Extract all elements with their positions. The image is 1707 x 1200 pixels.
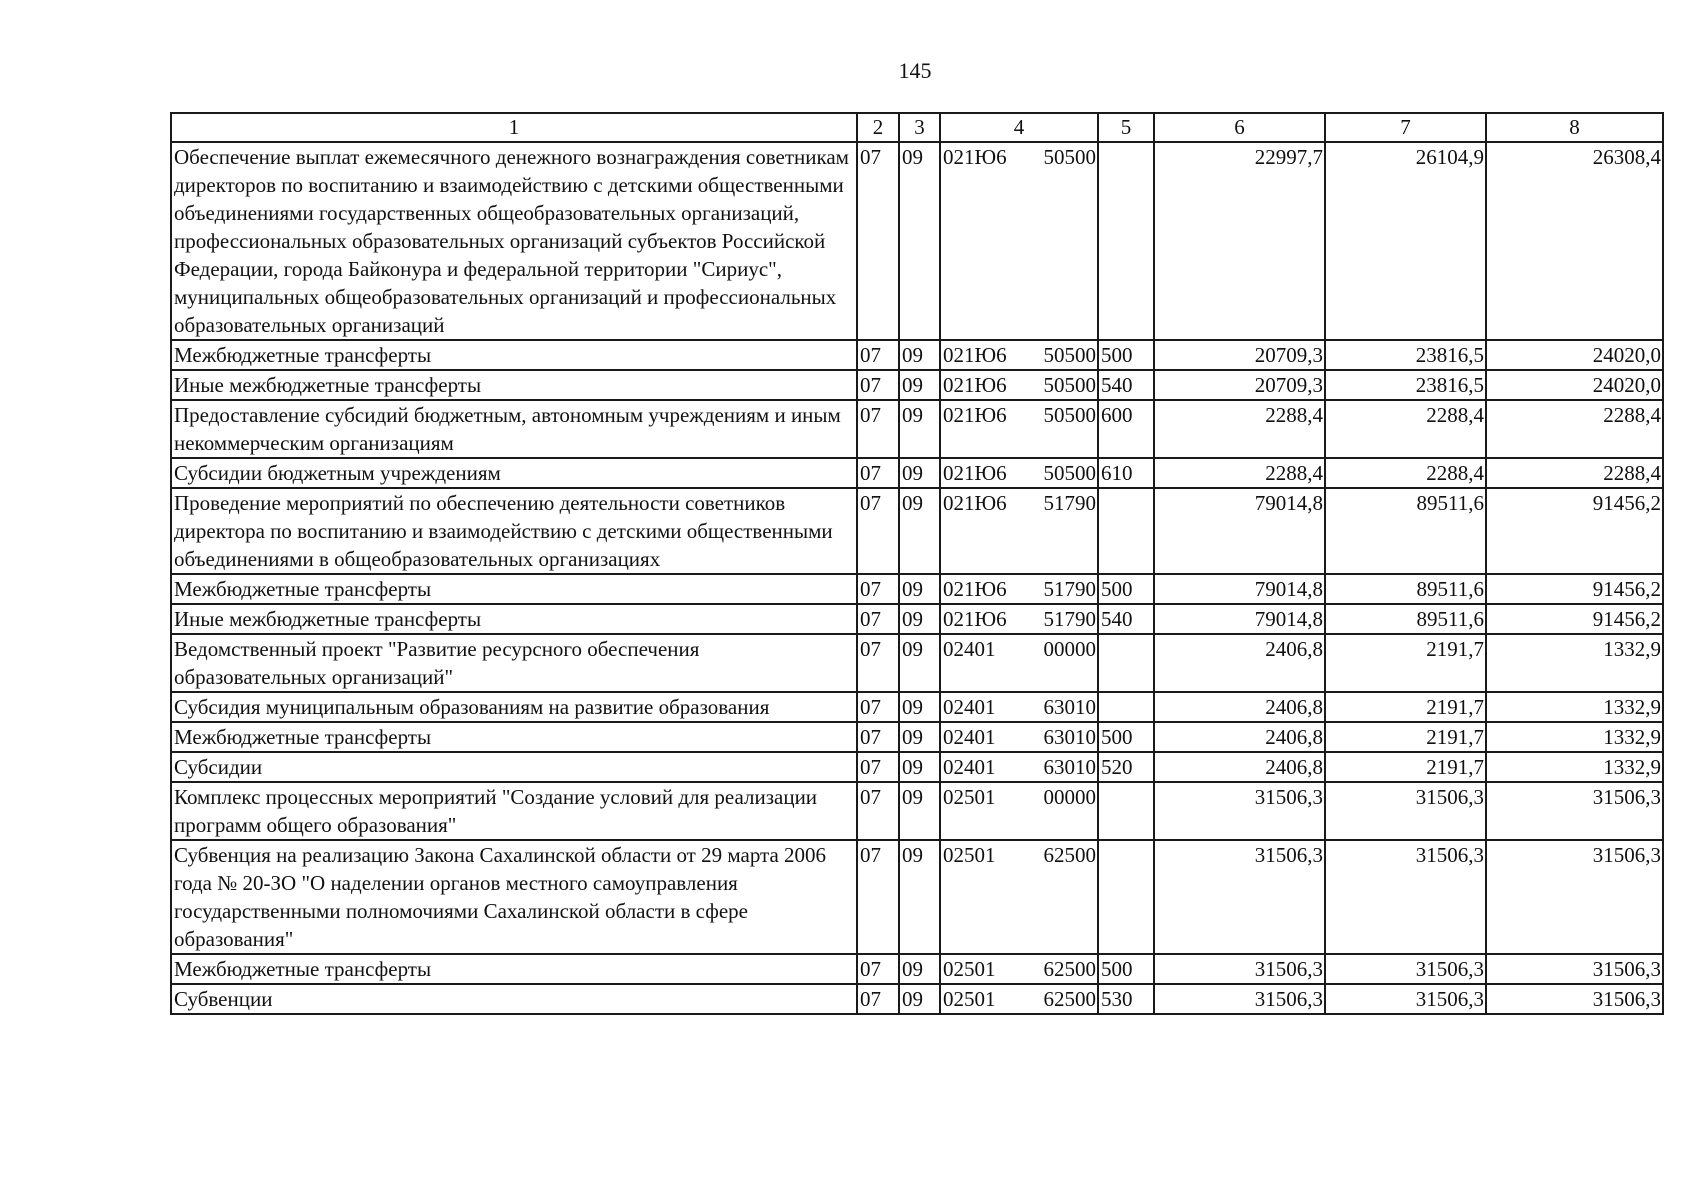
amount-col-7: 31506,3	[1325, 984, 1486, 1014]
amount-col-8: 31506,3	[1486, 984, 1663, 1014]
row-name: Субвенции	[171, 984, 857, 1014]
amount-col-7: 23816,5	[1325, 340, 1486, 370]
amount-col-6: 2406,8	[1154, 634, 1325, 692]
target-article-prefix: 02401	[943, 637, 996, 661]
row-name: Субсидия муниципальным образованиям на развитие образования	[171, 692, 857, 722]
target-article-prefix: 02401	[943, 755, 996, 779]
expense-type-code	[1098, 782, 1154, 840]
table-row	[171, 488, 1663, 574]
target-article-prefix: 021Ю6	[943, 373, 1007, 397]
target-article-prefix: 021Ю6	[943, 607, 1007, 631]
target-article-prefix: 021Ю6	[943, 343, 1007, 367]
target-article-suffix: 50500	[1043, 461, 1096, 485]
subsection-code: 09	[899, 370, 940, 400]
row-name: Предоставление субсидий бюджетным, автономным учреждениям и иным некоммерческим организациям	[171, 400, 857, 458]
target-article-code	[940, 984, 1098, 1014]
amount-col-8: 91456,2	[1486, 604, 1663, 634]
target-article-prefix: 02401	[943, 695, 996, 719]
target-article-code	[940, 782, 1098, 840]
target-article-prefix: 02501	[943, 987, 996, 1011]
table-row	[171, 752, 1663, 782]
section-code: 07	[857, 634, 899, 692]
expense-type-code: 500	[1098, 722, 1154, 752]
table-row	[171, 840, 1663, 954]
target-article-code	[940, 604, 1098, 634]
target-article-suffix: 50500	[1043, 403, 1096, 427]
target-article-prefix: 021Ю6	[943, 461, 1007, 485]
section-code: 07	[857, 752, 899, 782]
subsection-code: 09	[899, 574, 940, 604]
table-row	[171, 722, 1663, 752]
expense-type-code: 500	[1098, 574, 1154, 604]
amount-col-7: 2191,7	[1325, 752, 1486, 782]
target-article-code	[940, 488, 1098, 574]
target-article-code	[940, 142, 1098, 340]
amount-col-8: 1332,9	[1486, 692, 1663, 722]
subsection-code: 09	[899, 722, 940, 752]
subsection-code: 09	[899, 692, 940, 722]
table-row	[171, 370, 1663, 400]
amount-col-8: 1332,9	[1486, 634, 1663, 692]
amount-col-6: 20709,3	[1154, 370, 1325, 400]
expense-type-code	[1098, 692, 1154, 722]
row-name: Межбюджетные трансферты	[171, 340, 857, 370]
target-article-code	[940, 400, 1098, 458]
table-row	[171, 574, 1663, 604]
expense-type-code	[1098, 840, 1154, 954]
table-row	[171, 340, 1663, 370]
subsection-code: 09	[899, 340, 940, 370]
section-code: 07	[857, 840, 899, 954]
table-header-row	[171, 113, 1663, 142]
target-article-code	[940, 370, 1098, 400]
target-article-suffix: 51790	[1043, 491, 1096, 515]
amount-col-6: 31506,3	[1154, 840, 1325, 954]
target-article-prefix: 02501	[943, 785, 996, 809]
amount-col-8: 24020,0	[1486, 340, 1663, 370]
target-article-suffix: 00000	[1043, 785, 1096, 809]
target-article-prefix: 02501	[943, 843, 996, 867]
expense-type-code: 530	[1098, 984, 1154, 1014]
amount-col-6: 2406,8	[1154, 692, 1325, 722]
table-row	[171, 984, 1663, 1014]
section-code: 07	[857, 722, 899, 752]
target-article-suffix: 62500	[1043, 843, 1096, 867]
row-name: Межбюджетные трансферты	[171, 722, 857, 752]
target-article-code	[940, 692, 1098, 722]
table-row	[171, 400, 1663, 458]
target-article-suffix: 63010	[1043, 725, 1096, 749]
row-name: Субсидии бюджетным учреждениям	[171, 458, 857, 488]
expense-type-code	[1098, 488, 1154, 574]
target-article-prefix: 021Ю6	[943, 145, 1007, 169]
target-article-code	[940, 340, 1098, 370]
budget-table	[170, 112, 1664, 1015]
target-article-suffix: 62500	[1043, 987, 1096, 1011]
section-code: 07	[857, 604, 899, 634]
subsection-code: 09	[899, 954, 940, 984]
column-header: 6	[1154, 113, 1325, 142]
amount-col-7: 2191,7	[1325, 722, 1486, 752]
amount-col-8: 1332,9	[1486, 752, 1663, 782]
table-row	[171, 954, 1663, 984]
subsection-code: 09	[899, 984, 940, 1014]
amount-col-6: 2406,8	[1154, 752, 1325, 782]
amount-col-8: 91456,2	[1486, 574, 1663, 604]
target-article-prefix: 02401	[943, 725, 996, 749]
amount-col-6: 2288,4	[1154, 458, 1325, 488]
amount-col-7: 26104,9	[1325, 142, 1486, 340]
column-header: 1	[171, 113, 857, 142]
amount-col-8: 31506,3	[1486, 954, 1663, 984]
row-name: Проведение мероприятий по обеспечению деятельности советников директора по воспитанию и взаимодействию с детскими общественными объединениями в общеобразовательных организациях	[171, 488, 857, 574]
amount-col-8: 1332,9	[1486, 722, 1663, 752]
section-code: 07	[857, 782, 899, 840]
amount-col-7: 2288,4	[1325, 400, 1486, 458]
section-code: 07	[857, 340, 899, 370]
table-row	[171, 634, 1663, 692]
amount-col-7: 23816,5	[1325, 370, 1486, 400]
amount-col-8: 24020,0	[1486, 370, 1663, 400]
section-code: 07	[857, 984, 899, 1014]
row-name: Субвенция на реализацию Закона Сахалинской области от 29 марта 2006 года № 20-ЗО "О наделении органов местного самоуправления государственными полномочиями Сахалинской области в сфере образования"	[171, 840, 857, 954]
target-article-suffix: 50500	[1043, 343, 1096, 367]
target-article-prefix: 02501	[943, 957, 996, 981]
page-number: 145	[898, 58, 932, 83]
subsection-code: 09	[899, 488, 940, 574]
subsection-code: 09	[899, 604, 940, 634]
target-article-suffix: 51790	[1043, 577, 1096, 601]
amount-col-6: 79014,8	[1154, 488, 1325, 574]
amount-col-7: 31506,3	[1325, 840, 1486, 954]
amount-col-6: 31506,3	[1154, 984, 1325, 1014]
column-header: 4	[940, 113, 1098, 142]
target-article-prefix: 021Ю6	[943, 403, 1007, 427]
amount-col-7: 31506,3	[1325, 782, 1486, 840]
table-row	[171, 142, 1663, 340]
target-article-code	[940, 634, 1098, 692]
column-header: 7	[1325, 113, 1486, 142]
expense-type-code: 540	[1098, 370, 1154, 400]
target-article-suffix: 63010	[1043, 755, 1096, 779]
amount-col-6: 79014,8	[1154, 604, 1325, 634]
row-name: Ведомственный проект "Развитие ресурсного обеспечения образовательных организаций"	[171, 634, 857, 692]
column-header: 5	[1098, 113, 1154, 142]
amount-col-8: 2288,4	[1486, 400, 1663, 458]
subsection-code: 09	[899, 400, 940, 458]
target-article-code	[940, 458, 1098, 488]
expense-type-code: 520	[1098, 752, 1154, 782]
amount-col-8: 2288,4	[1486, 458, 1663, 488]
target-article-suffix: 51790	[1043, 607, 1096, 631]
row-name: Иные межбюджетные трансферты	[171, 604, 857, 634]
target-article-suffix: 62500	[1043, 957, 1096, 981]
target-article-suffix: 50500	[1043, 145, 1096, 169]
amount-col-8: 31506,3	[1486, 782, 1663, 840]
target-article-suffix: 50500	[1043, 373, 1096, 397]
expense-type-code: 500	[1098, 954, 1154, 984]
row-name: Комплекс процессных мероприятий "Создание условий для реализации программ общего образования"	[171, 782, 857, 840]
row-name: Иные межбюджетные трансферты	[171, 370, 857, 400]
subsection-code: 09	[899, 752, 940, 782]
subsection-code: 09	[899, 634, 940, 692]
row-name: Обеспечение выплат ежемесячного денежного вознаграждения советникам директоров по воспитанию и взаимодействию с детскими общественными объединениями государственных общеобразовательных организаций, профессиональных образовательных организаций субъектов Российской Федерации, города Байконура и федеральной территории "Сириус", муниципальных общеобразовательных организаций и профессиональных образовательных организаций	[171, 142, 857, 340]
expense-type-code	[1098, 634, 1154, 692]
section-code: 07	[857, 370, 899, 400]
amount-col-7: 89511,6	[1325, 574, 1486, 604]
expense-type-code: 610	[1098, 458, 1154, 488]
table-row	[171, 692, 1663, 722]
amount-col-7: 89511,6	[1325, 488, 1486, 574]
expense-type-code	[1098, 142, 1154, 340]
target-article-code	[940, 722, 1098, 752]
subsection-code: 09	[899, 142, 940, 340]
table-row	[171, 782, 1663, 840]
target-article-code	[940, 752, 1098, 782]
table-row	[171, 458, 1663, 488]
row-name: Межбюджетные трансферты	[171, 574, 857, 604]
subsection-code: 09	[899, 458, 940, 488]
amount-col-8: 91456,2	[1486, 488, 1663, 574]
amount-col-7: 2288,4	[1325, 458, 1486, 488]
amount-col-8: 26308,4	[1486, 142, 1663, 340]
target-article-code	[940, 574, 1098, 604]
table-body	[171, 142, 1663, 1014]
expense-type-code: 600	[1098, 400, 1154, 458]
amount-col-6: 31506,3	[1154, 954, 1325, 984]
column-header: 3	[899, 113, 940, 142]
target-article-code	[940, 954, 1098, 984]
row-name: Субсидии	[171, 752, 857, 782]
amount-col-7: 89511,6	[1325, 604, 1486, 634]
amount-col-7: 31506,3	[1325, 954, 1486, 984]
section-code: 07	[857, 954, 899, 984]
amount-col-6: 2288,4	[1154, 400, 1325, 458]
subsection-code: 09	[899, 782, 940, 840]
amount-col-6: 20709,3	[1154, 340, 1325, 370]
table-row	[171, 604, 1663, 634]
section-code: 07	[857, 458, 899, 488]
amount-col-6: 31506,3	[1154, 782, 1325, 840]
amount-col-7: 2191,7	[1325, 634, 1486, 692]
section-code: 07	[857, 400, 899, 458]
target-article-suffix: 00000	[1043, 637, 1096, 661]
amount-col-8: 31506,3	[1486, 840, 1663, 954]
section-code: 07	[857, 142, 899, 340]
row-name: Межбюджетные трансферты	[171, 954, 857, 984]
section-code: 07	[857, 488, 899, 574]
amount-col-6: 22997,7	[1154, 142, 1325, 340]
target-article-prefix: 021Ю6	[943, 491, 1007, 515]
amount-col-6: 79014,8	[1154, 574, 1325, 604]
target-article-code	[940, 840, 1098, 954]
subsection-code: 09	[899, 840, 940, 954]
expense-type-code: 540	[1098, 604, 1154, 634]
column-header: 2	[857, 113, 899, 142]
expense-type-code: 500	[1098, 340, 1154, 370]
section-code: 07	[857, 574, 899, 604]
amount-col-6: 2406,8	[1154, 722, 1325, 752]
target-article-suffix: 63010	[1043, 695, 1096, 719]
target-article-prefix: 021Ю6	[943, 577, 1007, 601]
amount-col-7: 2191,7	[1325, 692, 1486, 722]
section-code: 07	[857, 692, 899, 722]
column-header: 8	[1486, 113, 1663, 142]
